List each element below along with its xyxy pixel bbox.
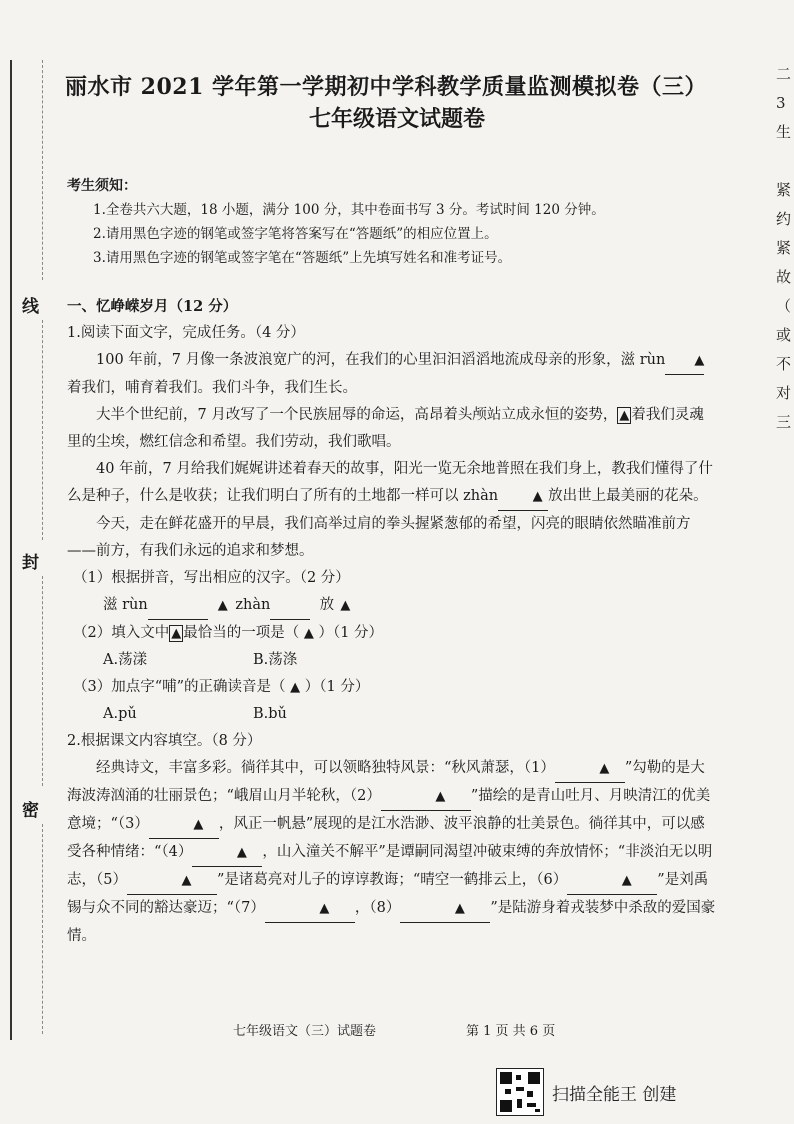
- notice-item: 1.全卷共六大题，18 小题，满分 100 分，其中卷面书写 3 分。考试时间 120 分钟。: [93, 202, 605, 218]
- answer-blank[interactable]: ▲: [381, 783, 471, 811]
- sub-question-1: （1）根据拼音，写出相应的汉字。（2 分）: [73, 570, 350, 586]
- answer-blank[interactable]: ▲: [192, 839, 262, 867]
- reading-paragraph: 今天，走在鲜花盛开的早晨，我们高举过肩的拳头握紧葱郁的希望，闪亮的眼睛依然瞄准前方——前方，有我们永远的追求和梦想。: [67, 516, 691, 559]
- sub-question-1-answers: 滋 rùn ▲ zhàn ▲ 放: [67, 592, 717, 620]
- reading-paragraph: 100 年前，7 月像一条波浪宽广的河，在我们的心里汩汩滔滔地流成母亲的形象，滋 rùn ▲着我们，哺育着我们。我们斗争，我们生长。: [67, 347, 717, 402]
- footer-paper-name: 七年级语文（三）试题卷: [233, 1024, 377, 1039]
- answer-blank[interactable]: ▲: [149, 811, 219, 839]
- sub-question-3-options: [67, 701, 717, 728]
- option-a: A.pǔ: [103, 706, 137, 722]
- binding-dashed-line: [42, 824, 43, 1034]
- answer-blank[interactable]: ▲: [148, 592, 208, 620]
- sub-question-2: （2）填入文中 ▲ 最恰当的一项是（ ▲ ）（1 分）: [73, 625, 384, 641]
- question-2-prompt: 2.根据课文内容填空。（8 分）: [67, 733, 262, 749]
- section-heading: 一、忆峥嵘岁月（12 分）: [67, 298, 238, 315]
- answer-blank[interactable]: ▲: [498, 483, 548, 511]
- candidate-notice: [67, 174, 605, 270]
- binding-mark-xian: 线: [22, 297, 39, 317]
- binding-dashed-line: [42, 320, 43, 540]
- option-b: B.bǔ: [253, 706, 287, 722]
- adjacent-page-edge: 二 3 生 紧 约 紧 故 （ 或 不 对 三: [776, 65, 792, 431]
- answer-blank[interactable]: ▲: [665, 347, 704, 375]
- exam-title: 丽水市 2021 学年第一学期初中学科教学质量监测模拟卷（三）: [65, 74, 708, 100]
- fill-in-paragraph: 经典诗文，丰富多彩。徜徉其中，可以领略独特风景：“秋风萧瑟，（1） ▲ ”勾勒的是大海波涛汹涌的壮丽景色；“峨眉山月半轮秋，（2） ▲ ”描绘的是青山吐月、月映清江的优美意境；“（3） ▲ ，风正一帆悬”展现的是江水浩渺、波平浪静的壮美景色。徜徉其中，可以感受各种情绪：“（4） ▲ ，山入潼关不解平”是谭嗣同渴望冲破束缚的奔放情怀；“非淡泊无以明志，（5） ▲ ”是诸葛亮对儿子的谆谆教诲；“晴空一鹤排云上，（6） ▲ ”是刘禹锡与众不同的豁达豪迈；“（7） ▲ ，（8） ▲ ”是陆游身着戎装梦中杀敌的爱国豪情。: [67, 755, 717, 950]
- reading-paragraph: 40 年前，7 月给我们娓娓讲述着春天的故事，阳光一览无余地普照在我们身上，教我们懂得了什么是种子，什么是收获；让我们明白了所有的土地都一样可以 zhàn ▲ 放出世上最美丽的花朵。: [67, 456, 717, 511]
- answer-blank[interactable]: ▲: [270, 592, 310, 620]
- sub-question-3: （3）加点字“哺”的正确读音是（ ▲ ）（1 分）: [73, 679, 370, 695]
- option-a: A.荡漾: [103, 652, 148, 668]
- answer-blank[interactable]: ▲: [127, 867, 217, 895]
- binding-mark-mi: 密: [22, 801, 39, 821]
- footer-page-number: 第 1 页 共 6 页: [466, 1024, 556, 1039]
- option-b: B.荡涤: [253, 652, 298, 668]
- answer-blank[interactable]: ▲: [567, 867, 657, 895]
- sub-question-2-options: [67, 647, 717, 674]
- section-one: [67, 293, 717, 950]
- notice-heading: 考生须知：: [67, 178, 137, 194]
- scanner-label: 扫描全能王 创建: [552, 1085, 677, 1105]
- qr-code-icon: [496, 1068, 544, 1116]
- binding-dashed-line: [42, 60, 43, 280]
- answer-blank[interactable]: ▲: [555, 755, 625, 783]
- question-1-prompt: 1.阅读下面文字，完成任务。（4 分）: [67, 325, 305, 341]
- reading-paragraph: 大半个世纪前，7 月改写了一个民族屈辱的命运，高昂着头颅站立成永恒的姿势， ▲ 着我们灵魂里的尘埃，燃红信念和希望。我们劳动，我们歌唱。: [67, 407, 704, 450]
- notice-item: 2.请用黑色字迹的钢笔或签字笔将答案写在“答题纸”的相应位置上。: [93, 226, 498, 242]
- boxed-blank-marker: ▲: [619, 408, 630, 423]
- exam-subtitle: 七年级语文试题卷: [308, 106, 485, 132]
- notice-item: 3.请用黑色字迹的钢笔或签字笔在“答题纸”上先填写姓名和准考证号。: [93, 250, 512, 266]
- answer-blank[interactable]: ▲: [265, 895, 355, 923]
- answer-blank[interactable]: ▲: [400, 895, 490, 923]
- binding-mark-feng: 封: [22, 553, 39, 573]
- binding-border: [10, 60, 12, 1040]
- binding-dashed-line: [42, 576, 43, 786]
